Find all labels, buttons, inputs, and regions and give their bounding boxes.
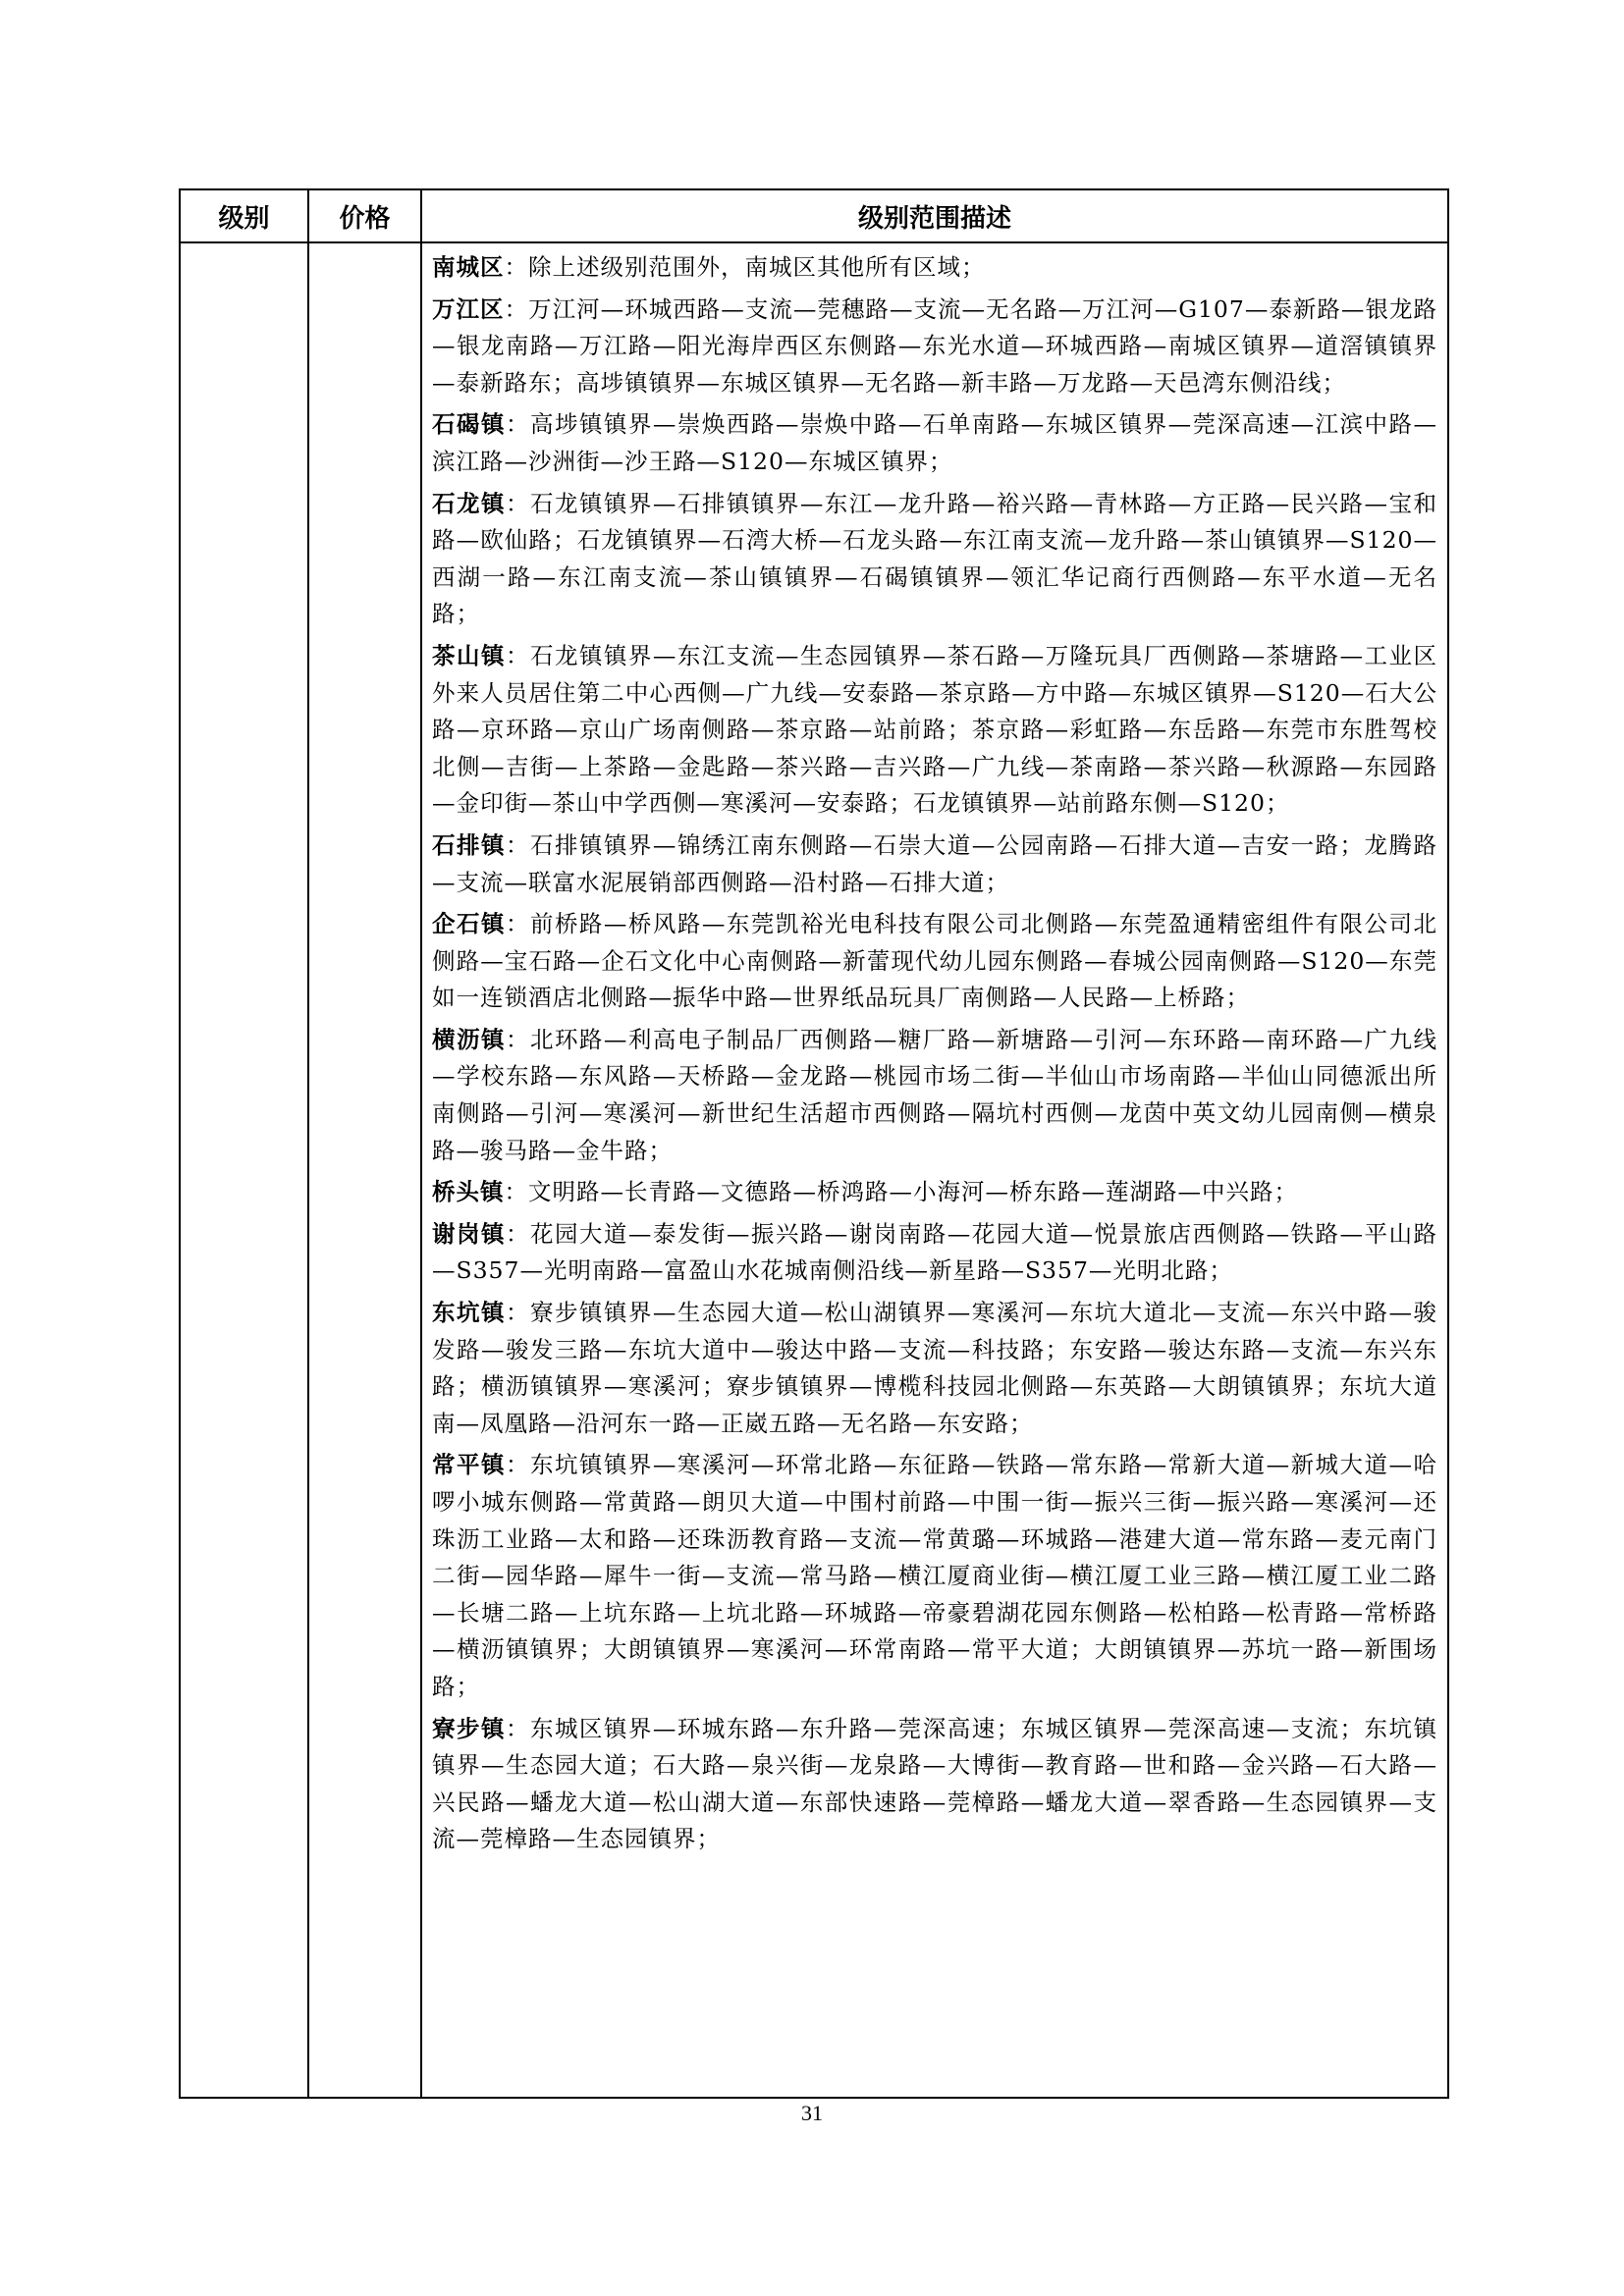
town-name: 茶山镇: [432, 641, 506, 669]
range-entry: [432, 249, 1437, 287]
range-text: ：东坑镇镇界—寒溪河—环常北路—东征路—铁路—常东路—常新大道—新城大道—哈啰小城东侧路—常黄路—朗贝大道—中围村前路—中围一街—振兴三街—振兴路—寒溪河—还珠沥工业路—太和路—还珠沥教育路—支流—常黄璐—环城路—港建大道—常东路—麦元南门二街—园华路—犀牛一街—支流—常马路—横江厦商业街—横江厦工业三路—横江厦工业二路—长塘二路—上坑东路—上坑北路—环城路—帝豪碧湖花园东侧路—松柏路—松青路—常桥路—横沥镇镇界；大朗镇镇界—寒溪河—环常南路—常平大道；大朗镇镇界—苏坑一路—新围场路；: [432, 1451, 1438, 1700]
range-entry: [432, 828, 1437, 901]
range-text: ：高埗镇镇界—崇焕西路—崇焕中路—石单南路—东城区镇界—莞深高速—江滨中路—滨江路—沙洲街—沙王路—S120—东城区镇界；: [432, 410, 1438, 475]
town-name: 桥头镇: [432, 1178, 505, 1206]
town-name: 企石镇: [432, 910, 506, 938]
town-name: 常平镇: [432, 1451, 506, 1479]
range-text: ：寮步镇镇界—生态园大道—松山湖镇界—寒溪河—东坑大道北—支流—东兴中路—骏发路—骏发三路—东坑大道中—骏达中路—支流—科技路；东安路—骏达东路—支流—东兴东路；横沥镇镇界—寒溪河；寮步镇镇界—博榄科技园北侧路—东英路—大朗镇镇界；东坑大道南—凤凰路—沿河东一路—正崴五路—无名路—东安路；: [432, 1299, 1438, 1437]
range-text: ：花园大道—泰发街—振兴路—谢岗南路—花园大道—悦景旅店西侧路—铁路—平山路—S357—光明南路—富盈山水花城南侧沿线—新星路—S357—光明北路；: [432, 1219, 1438, 1285]
town-name: 横沥镇: [432, 1025, 506, 1053]
page-number: 31: [801, 2101, 823, 2125]
town-name: 石碣镇: [432, 410, 506, 439]
town-name: 寮步镇: [432, 1714, 506, 1742]
range-text: ：前桥路—桥风路—东莞凯裕光电科技有限公司北侧路—东莞盈通精密组件有限公司北侧路—宝石路—企石文化中心南侧路—新蕾现代幼儿园东侧路—春城公园南侧路—S120—东莞如一连锁酒店北侧路—振华中路—世界纸品玩具厂南侧路—人民路—上桥路；: [432, 910, 1438, 1012]
range-table: [179, 188, 1449, 2099]
range-entry: [432, 1174, 1437, 1211]
table-row: [180, 242, 1448, 2098]
range-entry: [432, 906, 1437, 1017]
range-text: ：石龙镇镇界—东江支流—生态园镇界—茶石路—万隆玩具厂西侧路—茶塘路—工业区外来人员居住第二中心西侧—广九线—安泰路—茶京路—方中路—东城区镇界—S120—石大公路—京环路—京山广场南侧路—茶京路—站前路；茶京路—彩虹路—东岳路—东莞市东胜驾校北侧—吉街—上茶路—金匙路—茶兴路—吉兴路—广九线—茶南路—茶兴路—秋源路—东园路—金印街—茶山中学西侧—寒溪河—安泰路；石龙镇镇界—站前路东侧—S120；: [432, 641, 1438, 818]
town-name: 谢岗镇: [432, 1219, 506, 1248]
town-name: 石龙镇: [432, 489, 506, 517]
range-entry: [432, 406, 1437, 480]
header-price: 价格: [308, 189, 421, 242]
range-entry: [432, 1295, 1437, 1442]
town-name: 东坑镇: [432, 1299, 506, 1327]
town-name: 万江区: [432, 294, 505, 323]
header-description: 级别范围描述: [421, 189, 1448, 242]
range-text: ：万江河—环城西路—支流—莞穗路—支流—无名路—万江河—G107—泰新路—银龙路—银龙南路—万江路—阳光海岸西区东侧路—东光水道—环城西路—南城区镇界—道滘镇镇界—泰新路东；高埗镇镇界—东城区镇界—无名路—新丰路—万龙路—天邑湾东侧沿线；: [432, 294, 1437, 397]
town-name: 南城区: [432, 253, 505, 281]
range-text: ：北环路—利高电子制品厂西侧路—糖厂路—新塘路—引河—东环路—南环路—广九线—学校东路—东风路—天桥路—金龙路—桃园市场二街—半仙山市场南路—半仙山同德派出所南侧路—引河—寒溪河—新世纪生活超市西侧路—隔坑村西侧—龙茵中英文幼儿园南侧—横泉路—骏马路—金牛路；: [432, 1025, 1438, 1164]
range-entry: [432, 486, 1437, 633]
price-cell: [308, 242, 421, 2098]
level-cell: [180, 242, 308, 2098]
description-cell: [421, 242, 1448, 2098]
table-header-row: [180, 189, 1448, 242]
range-entry: [432, 1447, 1437, 1705]
range-text: ：石龙镇镇界—石排镇镇界—东江—龙升路—裕兴路—青林路—方正路—民兴路—宝和路—欧仙路；石龙镇镇界—石湾大桥—石龙头路—东江南支流—龙升路—茶山镇镇界—S120—西湖一路—东江南支流—茶山镇镇界—石碣镇镇界—领汇华记商行西侧路—东平水道—无名路；: [432, 489, 1438, 628]
range-entry: [432, 638, 1437, 823]
town-name: 石排镇: [432, 830, 506, 859]
range-text: ：文明路—长青路—文德路—桥鸿路—小海河—桥东路—莲湖路—中兴路；: [504, 1178, 1298, 1206]
range-entry: [432, 292, 1437, 402]
range-entry: [432, 1022, 1437, 1169]
header-level: 级别: [180, 189, 308, 242]
range-text: ：东城区镇界—环城东路—东升路—莞深高速；东城区镇界—莞深高速—支流；东坑镇镇界—生态园大道；石大路—泉兴街—龙泉路—大博街—教育路—世和路—金兴路—石大路—兴民路—蟠龙大道—松山湖大道—东部快速路—莞樟路—蟠龙大道—翠香路—生态园镇界—支流—莞樟路—生态园镇界；: [432, 1714, 1438, 1853]
range-entry: [432, 1711, 1437, 1858]
range-entry: [432, 1216, 1437, 1290]
range-text: ：石排镇镇界—锦绣江南东侧路—石崇大道—公园南路—石排大道—吉安一路；龙腾路—支流—联富水泥展销部西侧路—沿村路—石排大道；: [432, 830, 1438, 896]
range-text: ：除上述级别范围外，南城区其他所有区域；: [504, 253, 986, 281]
